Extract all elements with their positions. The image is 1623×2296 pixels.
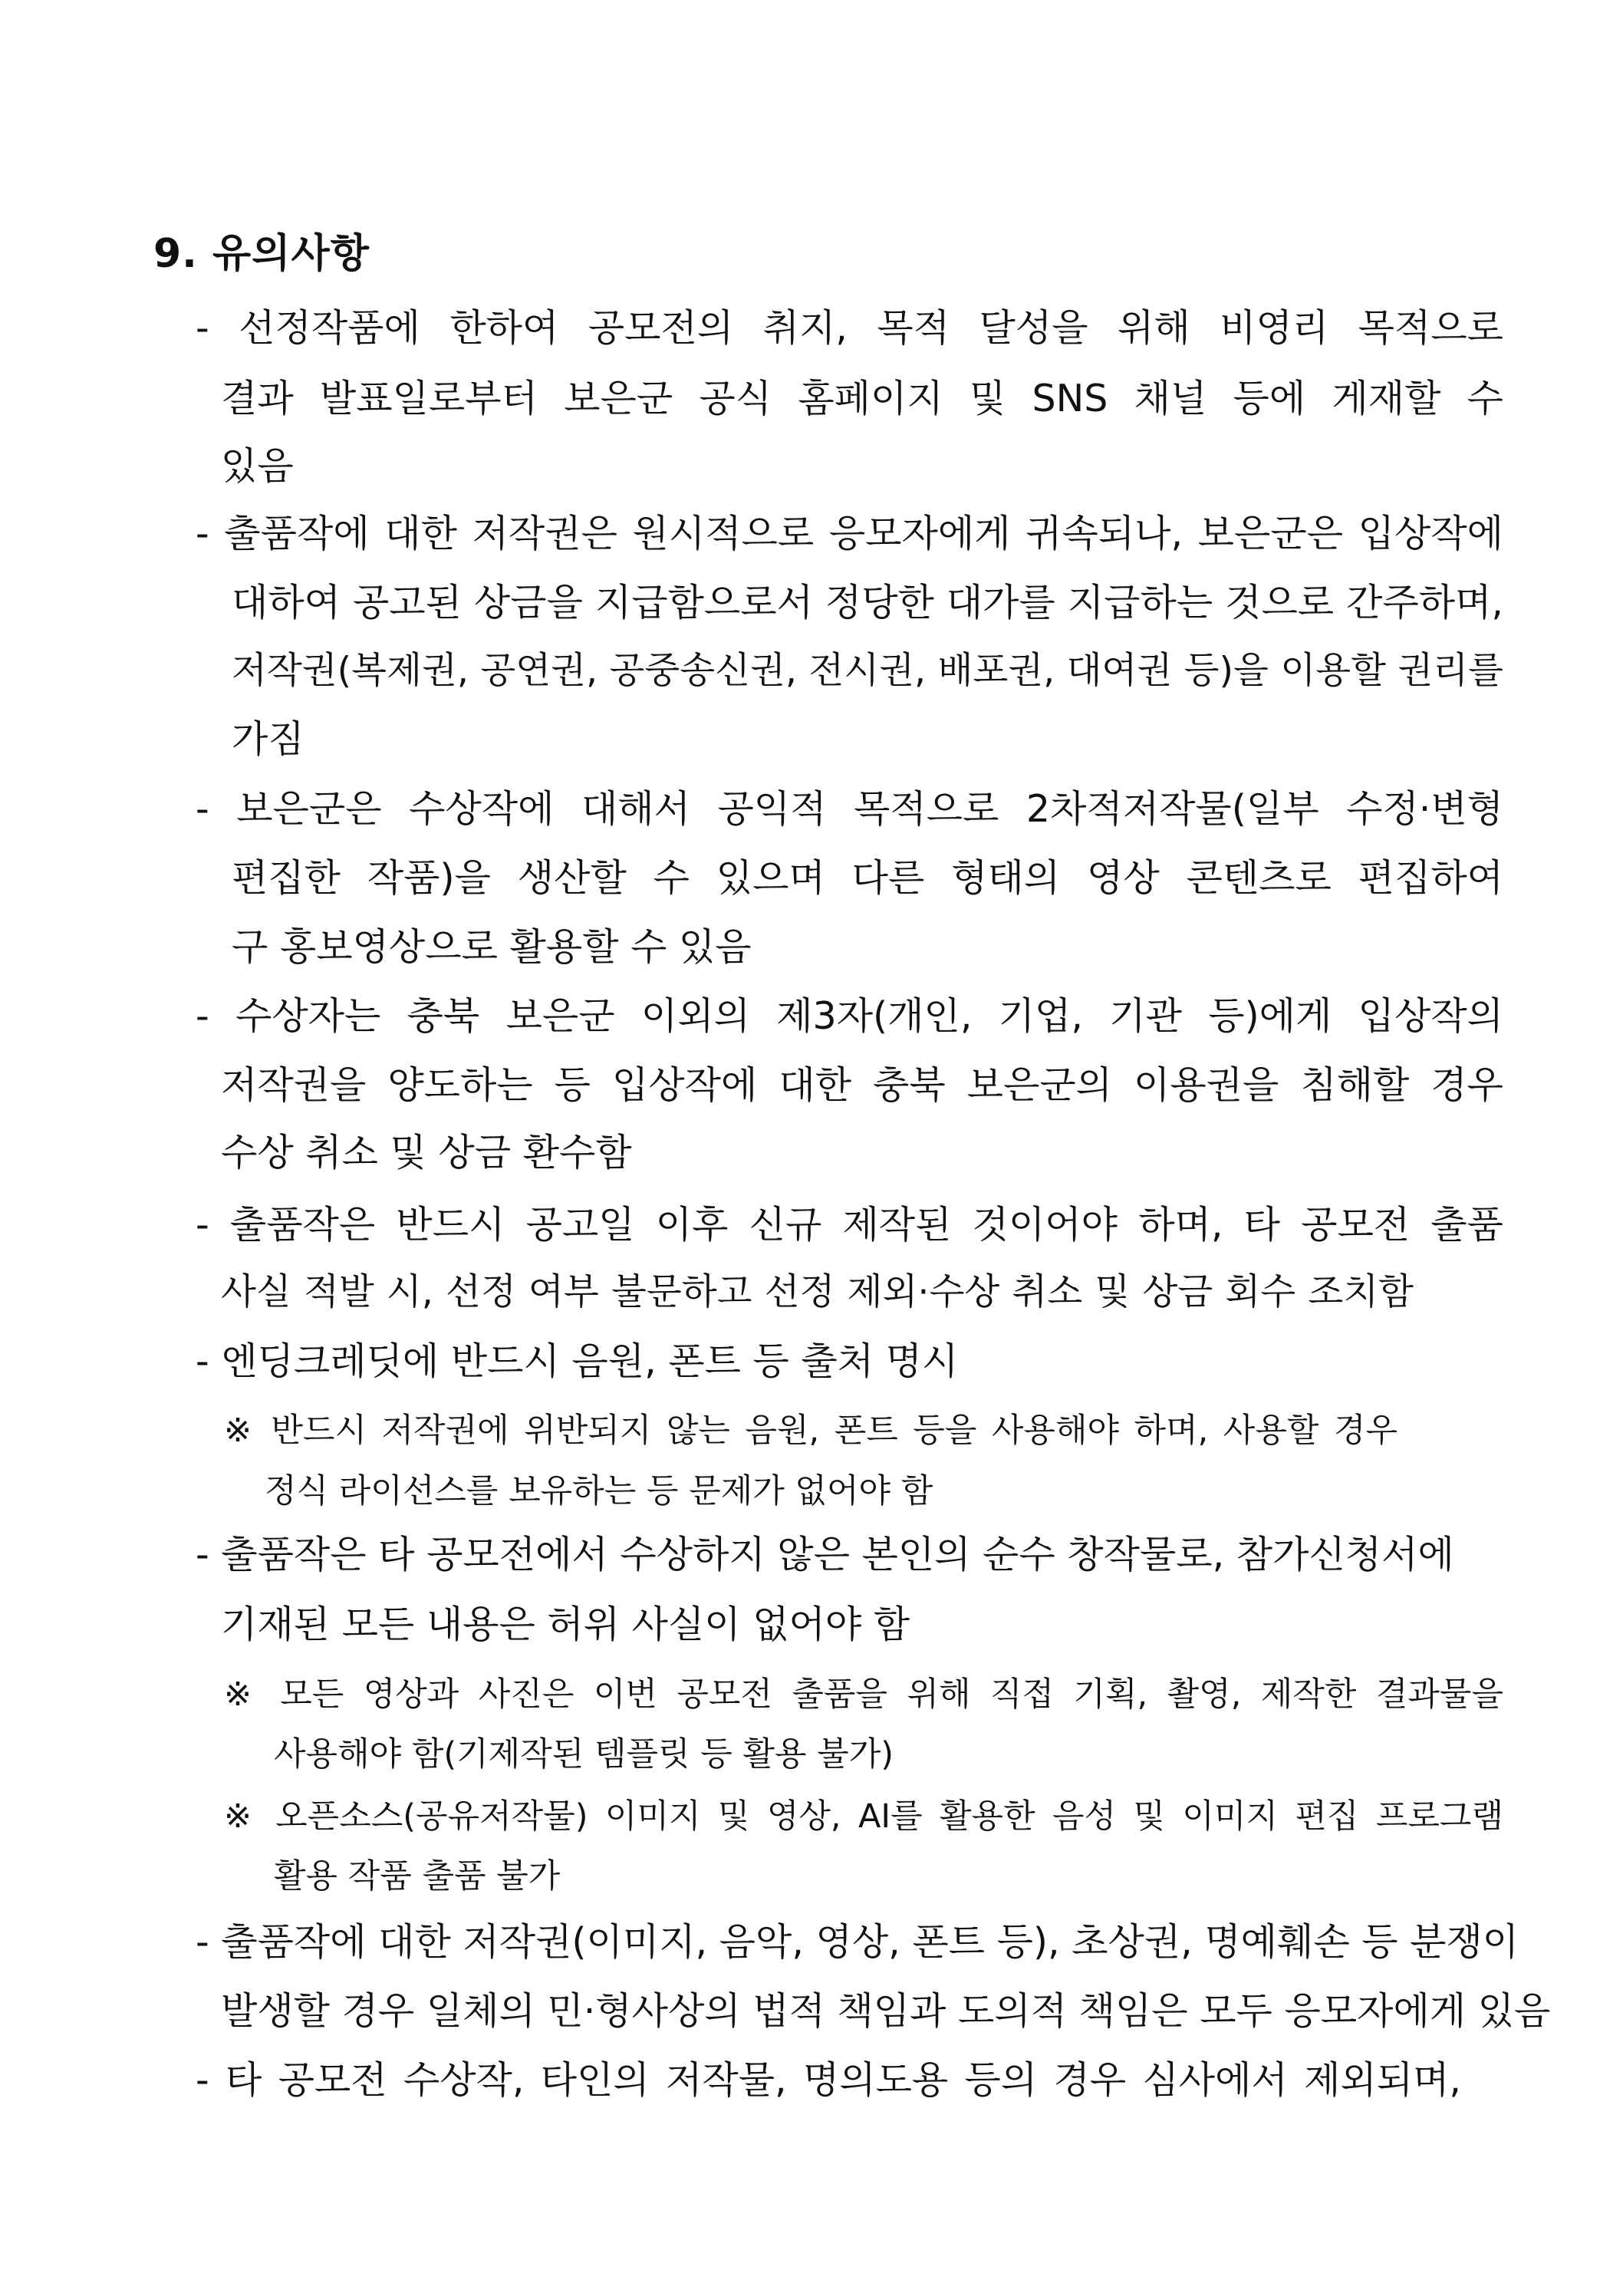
text-line: 발생할 경우 일체의 민·형사상의 법적 책임과 도의적 책임은 모두 응모자에게 있음 [221,1989,1551,2033]
text-line: - 타 공모전 수상작, 타인의 저작물, 명의도용 등의 경우 심사에서 제외되며, [196,2058,1461,2102]
text-line: - 수상자는 충북 보은군 이외의 제3자(개인, 기업, 기관 등)에게 입상작의 [196,994,1503,1038]
section-heading: 9. 유의사항 [153,231,370,277]
text-line: - 출품작은 타 공모전에서 수상하지 않은 본인의 순수 창작물로, 참가신청서에 [196,1533,1454,1576]
note-line: ※ 오픈소스(공유저작물) 이미지 및 영상, AI를 활용한 음성 및 이미지 편집 프로그램 [224,1797,1503,1836]
text-line: 사실 적발 시, 선정 여부 불문하고 선정 제외·수상 취소 및 상금 회수 조치함 [221,1271,1414,1313]
text-line: 구 홍보영상으로 활용할 수 있음 [232,925,752,969]
note-line: ※ 반드시 저작권에 위반되지 않는 음원, 폰트 등을 사용해야 하며, 사용할 경우 [224,1412,1397,1450]
text-line: - 출품작에 대한 저작권(이미지, 음악, 영상, 폰트 등), 초상권, 명예훼손 등 분쟁이 [196,1920,1519,1964]
note-line: 사용해야 함(기제작된 템플릿 등 활용 불가) [274,1735,894,1774]
text-line: - 엔딩크레딧에 반드시 음원, 폰트 등 출처 명시 [196,1339,959,1383]
text-line: - 출품작에 대한 저작권은 원시적으로 응모자에게 귀속되나, 보은군은 입상작에 [196,512,1503,555]
text-line: 결과 발표일로부터 보은군 공식 홈페이지 및 SNS 채널 등에 게재할 수 [221,377,1503,420]
text-line: 편집한 작품)을 생산할 수 있으며 다른 형태의 영상 콘텐츠로 편집하여 [232,856,1503,900]
text-line: 수상 취소 및 상금 환수함 [221,1131,632,1174]
text-line: 가짐 [232,717,305,761]
text-line: 저작권(복제권, 공연권, 공중송신권, 전시권, 배포권, 대여권 등)을 이용할 권리를 [232,650,1503,692]
note-line: ※ 모든 영상과 사진은 이번 공모전 출품을 위해 직접 기획, 촬영, 제작한 결과물을 [224,1675,1503,1714]
text-line: - 선정작품에 한하여 공모전의 취지, 목적 달성을 위해 비영리 목적으로 [196,306,1503,350]
note-line: 활용 작품 출품 불가 [274,1857,561,1896]
text-line: 있음 [221,444,294,488]
text-line: 대하여 공고된 상금을 지급함으로서 정당한 대가를 지급하는 것으로 간주하며, [232,581,1503,624]
text-line: - 보은군은 수상작에 대해서 공익적 목적으로 2차적저작물(일부 수정·변형 [196,787,1503,831]
text-line: 저작권을 양도하는 등 입상작에 대한 충북 보은군의 이용권을 침해할 경우 [221,1063,1503,1107]
note-line: 정식 라이선스를 보유하는 등 문제가 없어야 함 [265,1472,933,1510]
text-line: - 출품작은 반드시 공고일 이후 신규 제작된 것이어야 하며, 타 공모전 출품 [196,1203,1503,1247]
text-line: 기재된 모든 내용은 허위 사실이 없어야 함 [221,1603,910,1646]
